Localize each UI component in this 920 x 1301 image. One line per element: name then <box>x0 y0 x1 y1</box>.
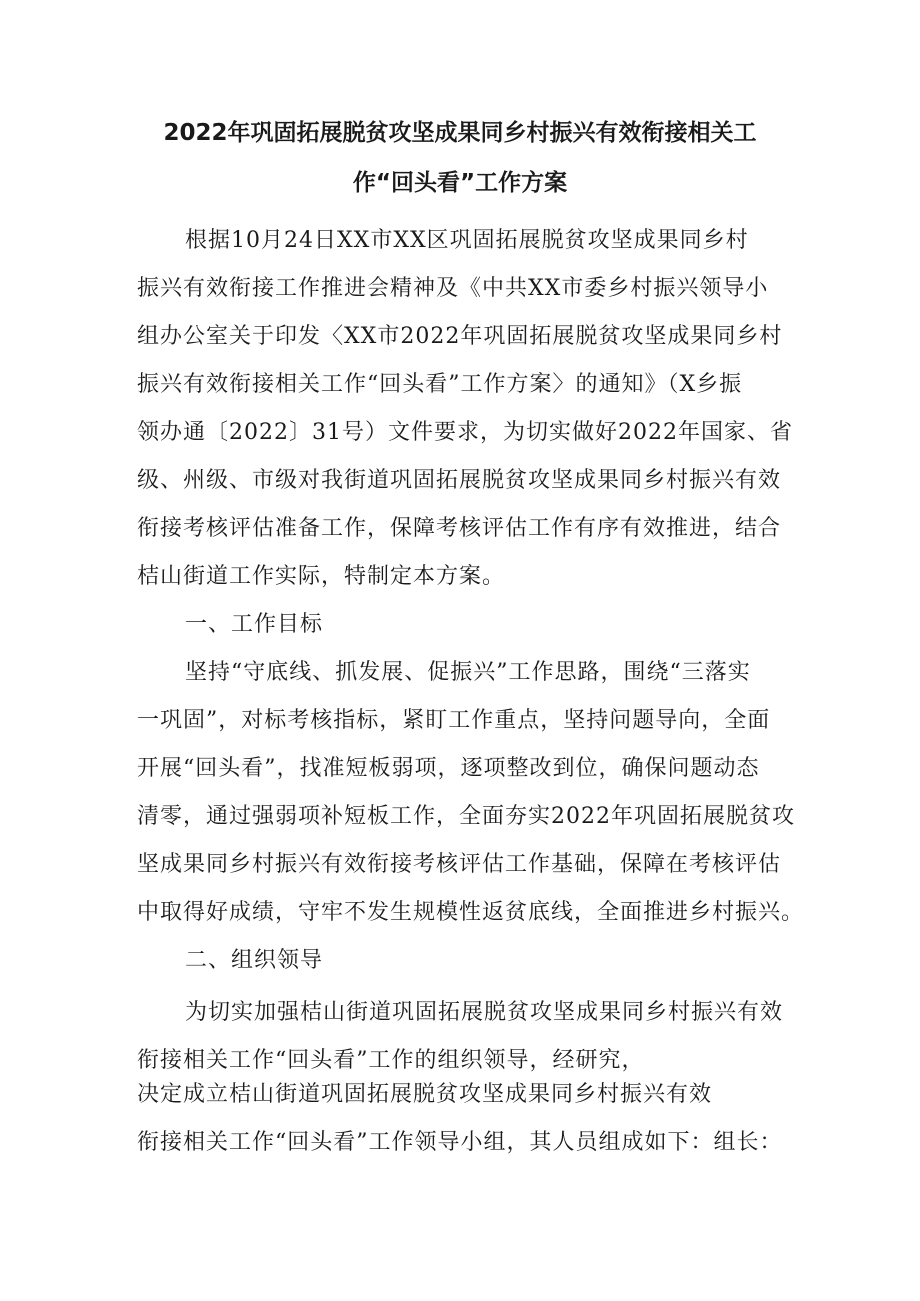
body-line: 振兴有效衔接工作推进会精神及《中共XX市委乡村振兴领导小 <box>137 276 769 301</box>
section-heading-1: 一、工作目标 <box>185 612 324 637</box>
body-line: 桔山街道工作实际，特制定本方案。 <box>137 564 506 589</box>
body-line: 衔接相关工作“回头看”工作的组织领导，经研究， <box>137 1048 645 1073</box>
body-line: 坚持“守底线、抓发展、促振兴”工作思路，围绕“三落实 <box>185 660 751 685</box>
body-line: 为切实加强桔山街道巩固拓展脱贫攻坚成果同乡村振兴有效 <box>185 1000 784 1025</box>
body-line: 领办通〔2022〕31号）文件要求，为切实做好2022年国家、省 <box>137 420 793 445</box>
body-line: 振兴有效衔接相关工作“回头看”工作方案〉的通知》（X乡振 <box>137 372 743 397</box>
document-title-line-1: 2022年巩固拓展脱贫攻坚成果同乡村振兴有效衔接相关工 <box>163 120 757 146</box>
section-heading-2: 二、组织领导 <box>185 948 324 973</box>
document-title-line-2: 作“回头看”工作方案 <box>352 170 568 196</box>
body-line: 决定成立桔山街道巩固拓展脱贫攻坚成果同乡村振兴有效 <box>137 1082 713 1107</box>
body-line: 根据10月24日XX市XX区巩固拓展脱贫攻坚成果同乡村 <box>185 228 749 253</box>
body-line: 中取得好成绩，守牢不发生规模性返贫底线，全面推进乡村振兴。 <box>137 900 805 925</box>
body-line: 组办公室关于印发〈XX市2022年巩固拓展脱贫攻坚成果同乡村 <box>137 324 783 349</box>
body-line: 衔接考核评估准备工作，保障考核评估工作有序有效推进，结合 <box>137 516 782 541</box>
body-line: 坚成果同乡村振兴有效衔接考核评估工作基础，保障在考核评估 <box>137 852 782 877</box>
body-line: 一巩固”，对标考核指标，紧盯工作重点，坚持问题导向，全面 <box>137 708 771 733</box>
body-line: 清零，通过强弱项补短板工作，全面夯实2022年巩固拓展脱贫攻 <box>137 804 795 829</box>
body-line: 级、州级、市级对我街道巩固拓展脱贫攻坚成果同乡村振兴有效 <box>137 468 782 493</box>
body-line: 开展“回头看”，找准短板弱项，逐项整改到位，确保问题动态 <box>137 756 760 781</box>
body-line: 衔接相关工作“回头看”工作领导小组，其人员组成如下：组长： <box>137 1130 783 1155</box>
